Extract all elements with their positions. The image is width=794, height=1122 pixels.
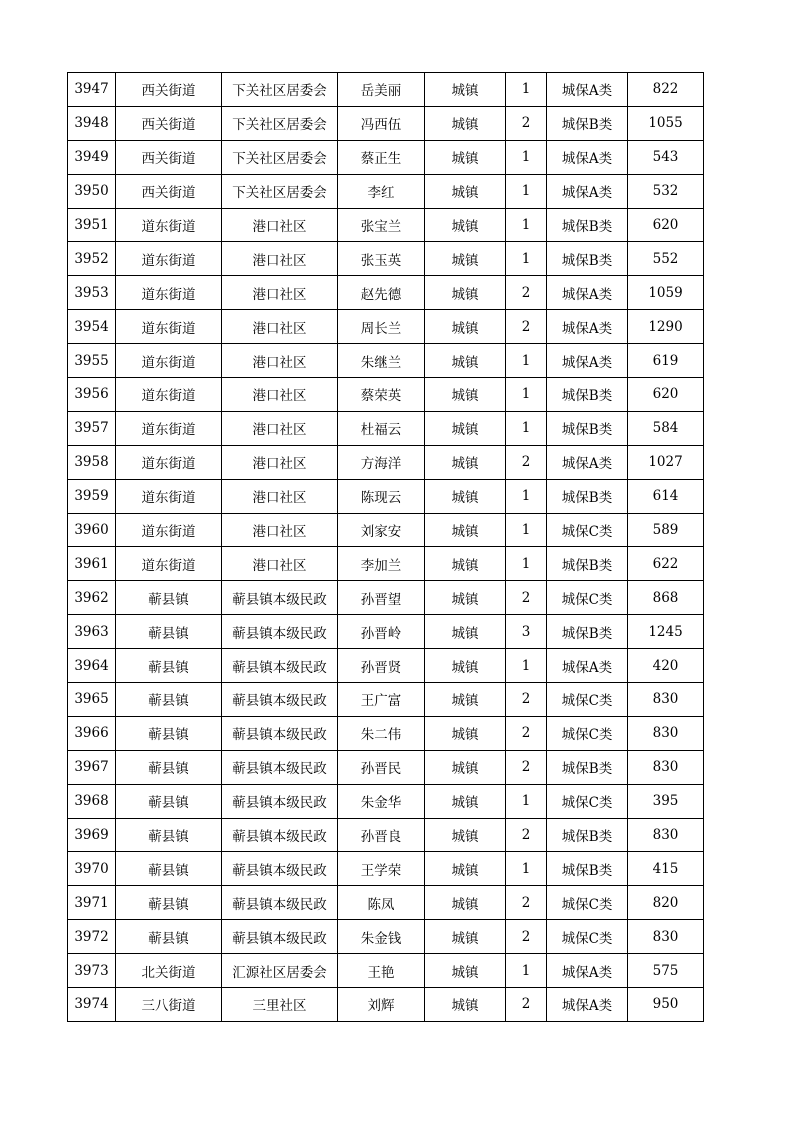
- community-cell: 港口社区: [222, 208, 338, 242]
- community-cell: 汇源社区居委会: [222, 954, 338, 988]
- table-row: [68, 818, 704, 852]
- benefit-amount-cell: 552: [628, 242, 704, 276]
- record-number-cell: 3965: [68, 683, 116, 717]
- benefit-amount-cell: 830: [628, 683, 704, 717]
- household-type-cell: 城镇: [425, 411, 506, 445]
- table-row: [68, 445, 704, 479]
- household-size-cell: 1: [506, 174, 547, 208]
- benefit-class-cell: 城保C类: [547, 716, 628, 750]
- table-row: [68, 140, 704, 174]
- benefit-amount-cell: 950: [628, 988, 704, 1022]
- record-number-cell: 3960: [68, 513, 116, 547]
- recipient-name-cell: 冯西伍: [338, 106, 425, 140]
- table-row: [68, 174, 704, 208]
- community-cell: 港口社区: [222, 242, 338, 276]
- recipient-name-cell: 孙晋良: [338, 818, 425, 852]
- household-size-cell: 1: [506, 954, 547, 988]
- recipient-name-cell: 王广富: [338, 683, 425, 717]
- benefit-class-cell: 城保A类: [547, 445, 628, 479]
- table-row: [68, 886, 704, 920]
- benefit-class-cell: 城保A类: [547, 276, 628, 310]
- record-number-cell: 3964: [68, 649, 116, 683]
- community-cell: 港口社区: [222, 310, 338, 344]
- household-type-cell: 城镇: [425, 73, 506, 107]
- household-size-cell: 1: [506, 140, 547, 174]
- recipient-name-cell: 刘家安: [338, 513, 425, 547]
- recipient-name-cell: 李红: [338, 174, 425, 208]
- benefit-class-cell: 城保C类: [547, 581, 628, 615]
- benefit-class-cell: 城保C类: [547, 513, 628, 547]
- household-type-cell: 城镇: [425, 988, 506, 1022]
- benefit-amount-cell: 619: [628, 344, 704, 378]
- benefit-amount-cell: 1290: [628, 310, 704, 344]
- benefit-class-cell: 城保B类: [547, 750, 628, 784]
- recipient-name-cell: 孙晋岭: [338, 615, 425, 649]
- community-cell: 港口社区: [222, 378, 338, 412]
- benefit-class-cell: 城保B类: [547, 852, 628, 886]
- community-cell: 下关社区居委会: [222, 174, 338, 208]
- recipient-name-cell: 周长兰: [338, 310, 425, 344]
- benefit-amount-cell: 620: [628, 378, 704, 412]
- recipient-name-cell: 朱金钱: [338, 920, 425, 954]
- table-row: [68, 547, 704, 581]
- subdistrict-cell: 蕲县镇: [116, 683, 222, 717]
- subdistrict-cell: 道东街道: [116, 378, 222, 412]
- community-cell: 蕲县镇本级民政: [222, 683, 338, 717]
- household-size-cell: 1: [506, 547, 547, 581]
- household-type-cell: 城镇: [425, 378, 506, 412]
- record-number-cell: 3947: [68, 73, 116, 107]
- household-size-cell: 1: [506, 344, 547, 378]
- recipient-name-cell: 朱二伟: [338, 716, 425, 750]
- record-number-cell: 3958: [68, 445, 116, 479]
- subdistrict-cell: 蕲县镇: [116, 920, 222, 954]
- household-type-cell: 城镇: [425, 750, 506, 784]
- record-number-cell: 3954: [68, 310, 116, 344]
- table-row: [68, 683, 704, 717]
- household-size-cell: 2: [506, 683, 547, 717]
- subdistrict-cell: 蕲县镇: [116, 649, 222, 683]
- household-type-cell: 城镇: [425, 954, 506, 988]
- benefit-amount-cell: 830: [628, 920, 704, 954]
- household-size-cell: 2: [506, 920, 547, 954]
- benefit-amount-cell: 830: [628, 716, 704, 750]
- record-number-cell: 3948: [68, 106, 116, 140]
- community-cell: 港口社区: [222, 479, 338, 513]
- community-cell: 蕲县镇本级民政: [222, 852, 338, 886]
- community-cell: 蕲县镇本级民政: [222, 920, 338, 954]
- record-number-cell: 3949: [68, 140, 116, 174]
- table-row: [68, 513, 704, 547]
- subdistrict-cell: 西关街道: [116, 73, 222, 107]
- table-row: [68, 581, 704, 615]
- community-cell: 蕲县镇本级民政: [222, 784, 338, 818]
- benefit-amount-cell: 415: [628, 852, 704, 886]
- record-number-cell: 3968: [68, 784, 116, 818]
- benefit-class-cell: 城保B类: [547, 208, 628, 242]
- record-number-cell: 3972: [68, 920, 116, 954]
- community-cell: 蕲县镇本级民政: [222, 615, 338, 649]
- community-cell: 蕲县镇本级民政: [222, 750, 338, 784]
- subdistrict-cell: 道东街道: [116, 513, 222, 547]
- benefit-amount-cell: 575: [628, 954, 704, 988]
- table-row: [68, 378, 704, 412]
- household-size-cell: 1: [506, 852, 547, 886]
- benefit-class-cell: 城保C类: [547, 920, 628, 954]
- benefit-amount-cell: 1027: [628, 445, 704, 479]
- benefit-amount-cell: 589: [628, 513, 704, 547]
- benefit-class-cell: 城保A类: [547, 73, 628, 107]
- household-type-cell: 城镇: [425, 784, 506, 818]
- recipient-name-cell: 孙晋贤: [338, 649, 425, 683]
- community-cell: 下关社区居委会: [222, 140, 338, 174]
- record-number-cell: 3957: [68, 411, 116, 445]
- household-size-cell: 1: [506, 378, 547, 412]
- table-row: [68, 242, 704, 276]
- recipient-name-cell: 孙晋民: [338, 750, 425, 784]
- table-row: [68, 750, 704, 784]
- household-size-cell: 2: [506, 310, 547, 344]
- community-cell: 蕲县镇本级民政: [222, 818, 338, 852]
- household-size-cell: 2: [506, 988, 547, 1022]
- table-row: [68, 344, 704, 378]
- household-size-cell: 2: [506, 750, 547, 784]
- subdistrict-cell: 道东街道: [116, 479, 222, 513]
- community-cell: 三里社区: [222, 988, 338, 1022]
- table-row: [68, 649, 704, 683]
- household-size-cell: 1: [506, 513, 547, 547]
- household-type-cell: 城镇: [425, 920, 506, 954]
- recipient-name-cell: 蔡正生: [338, 140, 425, 174]
- community-cell: 港口社区: [222, 513, 338, 547]
- community-cell: 港口社区: [222, 276, 338, 310]
- community-cell: 蕲县镇本级民政: [222, 649, 338, 683]
- household-size-cell: 2: [506, 581, 547, 615]
- table-row: [68, 208, 704, 242]
- community-cell: 蕲县镇本级民政: [222, 581, 338, 615]
- benefit-amount-cell: 395: [628, 784, 704, 818]
- community-cell: 港口社区: [222, 411, 338, 445]
- benefit-amount-cell: 820: [628, 886, 704, 920]
- record-number-cell: 3950: [68, 174, 116, 208]
- household-type-cell: 城镇: [425, 310, 506, 344]
- table-row: [68, 954, 704, 988]
- household-type-cell: 城镇: [425, 445, 506, 479]
- benefit-class-cell: 城保A类: [547, 140, 628, 174]
- record-number-cell: 3953: [68, 276, 116, 310]
- table-row: [68, 716, 704, 750]
- benefit-class-cell: 城保B类: [547, 818, 628, 852]
- table-row: [68, 988, 704, 1022]
- benefit-amount-cell: 830: [628, 818, 704, 852]
- benefit-amount-cell: 584: [628, 411, 704, 445]
- subdistrict-cell: 蕲县镇: [116, 852, 222, 886]
- roster-table-body: [68, 73, 704, 1022]
- subdistrict-cell: 北关街道: [116, 954, 222, 988]
- benefit-class-cell: 城保A类: [547, 649, 628, 683]
- household-type-cell: 城镇: [425, 683, 506, 717]
- community-cell: 蕲县镇本级民政: [222, 716, 338, 750]
- subdistrict-cell: 西关街道: [116, 106, 222, 140]
- subdistrict-cell: 道东街道: [116, 208, 222, 242]
- table-row: [68, 852, 704, 886]
- record-number-cell: 3971: [68, 886, 116, 920]
- household-size-cell: 1: [506, 73, 547, 107]
- community-cell: 港口社区: [222, 344, 338, 378]
- household-type-cell: 城镇: [425, 513, 506, 547]
- benefit-amount-cell: 622: [628, 547, 704, 581]
- table-row: [68, 784, 704, 818]
- recipient-name-cell: 蔡荣英: [338, 378, 425, 412]
- subdistrict-cell: 蕲县镇: [116, 886, 222, 920]
- household-type-cell: 城镇: [425, 818, 506, 852]
- roster-table: [67, 72, 704, 1022]
- benefit-amount-cell: 532: [628, 174, 704, 208]
- benefit-class-cell: 城保C类: [547, 886, 628, 920]
- recipient-name-cell: 朱继兰: [338, 344, 425, 378]
- household-size-cell: 3: [506, 615, 547, 649]
- household-type-cell: 城镇: [425, 547, 506, 581]
- household-size-cell: 1: [506, 242, 547, 276]
- subdistrict-cell: 道东街道: [116, 242, 222, 276]
- subdistrict-cell: 蕲县镇: [116, 750, 222, 784]
- record-number-cell: 3955: [68, 344, 116, 378]
- household-type-cell: 城镇: [425, 106, 506, 140]
- record-number-cell: 3969: [68, 818, 116, 852]
- household-size-cell: 2: [506, 106, 547, 140]
- table-row: [68, 106, 704, 140]
- household-size-cell: 2: [506, 818, 547, 852]
- household-type-cell: 城镇: [425, 649, 506, 683]
- benefit-class-cell: 城保B类: [547, 378, 628, 412]
- household-type-cell: 城镇: [425, 581, 506, 615]
- subdistrict-cell: 蕲县镇: [116, 581, 222, 615]
- household-size-cell: 1: [506, 208, 547, 242]
- record-number-cell: 3959: [68, 479, 116, 513]
- household-size-cell: 1: [506, 411, 547, 445]
- recipient-name-cell: 王艳: [338, 954, 425, 988]
- subdistrict-cell: 三八街道: [116, 988, 222, 1022]
- household-type-cell: 城镇: [425, 479, 506, 513]
- benefit-amount-cell: 543: [628, 140, 704, 174]
- record-number-cell: 3973: [68, 954, 116, 988]
- subdistrict-cell: 蕲县镇: [116, 716, 222, 750]
- household-type-cell: 城镇: [425, 208, 506, 242]
- table-row: [68, 411, 704, 445]
- table-row: [68, 479, 704, 513]
- benefit-amount-cell: 620: [628, 208, 704, 242]
- recipient-name-cell: 朱金华: [338, 784, 425, 818]
- community-cell: 蕲县镇本级民政: [222, 886, 338, 920]
- record-number-cell: 3966: [68, 716, 116, 750]
- subdistrict-cell: 道东街道: [116, 276, 222, 310]
- recipient-name-cell: 杜福云: [338, 411, 425, 445]
- household-size-cell: 1: [506, 479, 547, 513]
- recipient-name-cell: 张玉英: [338, 242, 425, 276]
- benefit-class-cell: 城保B类: [547, 411, 628, 445]
- benefit-amount-cell: 1059: [628, 276, 704, 310]
- subdistrict-cell: 西关街道: [116, 174, 222, 208]
- benefit-class-cell: 城保B类: [547, 479, 628, 513]
- recipient-name-cell: 岳美丽: [338, 73, 425, 107]
- recipient-name-cell: 赵先德: [338, 276, 425, 310]
- benefit-amount-cell: 1055: [628, 106, 704, 140]
- benefit-amount-cell: 830: [628, 750, 704, 784]
- household-type-cell: 城镇: [425, 242, 506, 276]
- record-number-cell: 3961: [68, 547, 116, 581]
- household-type-cell: 城镇: [425, 886, 506, 920]
- subdistrict-cell: 道东街道: [116, 344, 222, 378]
- recipient-name-cell: 王学荣: [338, 852, 425, 886]
- record-number-cell: 3956: [68, 378, 116, 412]
- benefit-amount-cell: 420: [628, 649, 704, 683]
- community-cell: 港口社区: [222, 547, 338, 581]
- benefit-class-cell: 城保C类: [547, 784, 628, 818]
- subdistrict-cell: 道东街道: [116, 445, 222, 479]
- household-size-cell: 1: [506, 784, 547, 818]
- household-type-cell: 城镇: [425, 615, 506, 649]
- benefit-amount-cell: 868: [628, 581, 704, 615]
- recipient-name-cell: 陈凤: [338, 886, 425, 920]
- community-cell: 下关社区居委会: [222, 106, 338, 140]
- subdistrict-cell: 道东街道: [116, 411, 222, 445]
- household-type-cell: 城镇: [425, 140, 506, 174]
- benefit-amount-cell: 822: [628, 73, 704, 107]
- benefit-class-cell: 城保A类: [547, 988, 628, 1022]
- household-size-cell: 2: [506, 886, 547, 920]
- table-row: [68, 615, 704, 649]
- household-type-cell: 城镇: [425, 716, 506, 750]
- household-type-cell: 城镇: [425, 276, 506, 310]
- benefit-class-cell: 城保A类: [547, 344, 628, 378]
- community-cell: 港口社区: [222, 445, 338, 479]
- household-size-cell: 2: [506, 716, 547, 750]
- record-number-cell: 3962: [68, 581, 116, 615]
- table-row: [68, 276, 704, 310]
- subdistrict-cell: 蕲县镇: [116, 784, 222, 818]
- recipient-name-cell: 孙晋望: [338, 581, 425, 615]
- recipient-name-cell: 李加兰: [338, 547, 425, 581]
- benefit-class-cell: 城保B类: [547, 242, 628, 276]
- table-row: [68, 310, 704, 344]
- record-number-cell: 3967: [68, 750, 116, 784]
- record-number-cell: 3970: [68, 852, 116, 886]
- benefit-class-cell: 城保B类: [547, 106, 628, 140]
- subdistrict-cell: 道东街道: [116, 310, 222, 344]
- benefit-amount-cell: 1245: [628, 615, 704, 649]
- benefit-class-cell: 城保C类: [547, 683, 628, 717]
- recipient-name-cell: 张宝兰: [338, 208, 425, 242]
- household-type-cell: 城镇: [425, 344, 506, 378]
- table-row: [68, 920, 704, 954]
- recipient-name-cell: 刘辉: [338, 988, 425, 1022]
- benefit-amount-cell: 614: [628, 479, 704, 513]
- household-type-cell: 城镇: [425, 174, 506, 208]
- record-number-cell: 3951: [68, 208, 116, 242]
- subdistrict-cell: 道东街道: [116, 547, 222, 581]
- record-number-cell: 3952: [68, 242, 116, 276]
- benefit-class-cell: 城保B类: [547, 615, 628, 649]
- household-size-cell: 2: [506, 445, 547, 479]
- record-number-cell: 3963: [68, 615, 116, 649]
- subdistrict-cell: 蕲县镇: [116, 615, 222, 649]
- household-type-cell: 城镇: [425, 852, 506, 886]
- recipient-name-cell: 陈现云: [338, 479, 425, 513]
- table-row: [68, 73, 704, 107]
- recipient-name-cell: 方海洋: [338, 445, 425, 479]
- household-size-cell: 1: [506, 649, 547, 683]
- community-cell: 下关社区居委会: [222, 73, 338, 107]
- household-size-cell: 2: [506, 276, 547, 310]
- benefit-class-cell: 城保B类: [547, 547, 628, 581]
- subdistrict-cell: 西关街道: [116, 140, 222, 174]
- subdistrict-cell: 蕲县镇: [116, 818, 222, 852]
- benefit-class-cell: 城保A类: [547, 174, 628, 208]
- benefit-class-cell: 城保A类: [547, 954, 628, 988]
- record-number-cell: 3974: [68, 988, 116, 1022]
- benefit-class-cell: 城保A类: [547, 310, 628, 344]
